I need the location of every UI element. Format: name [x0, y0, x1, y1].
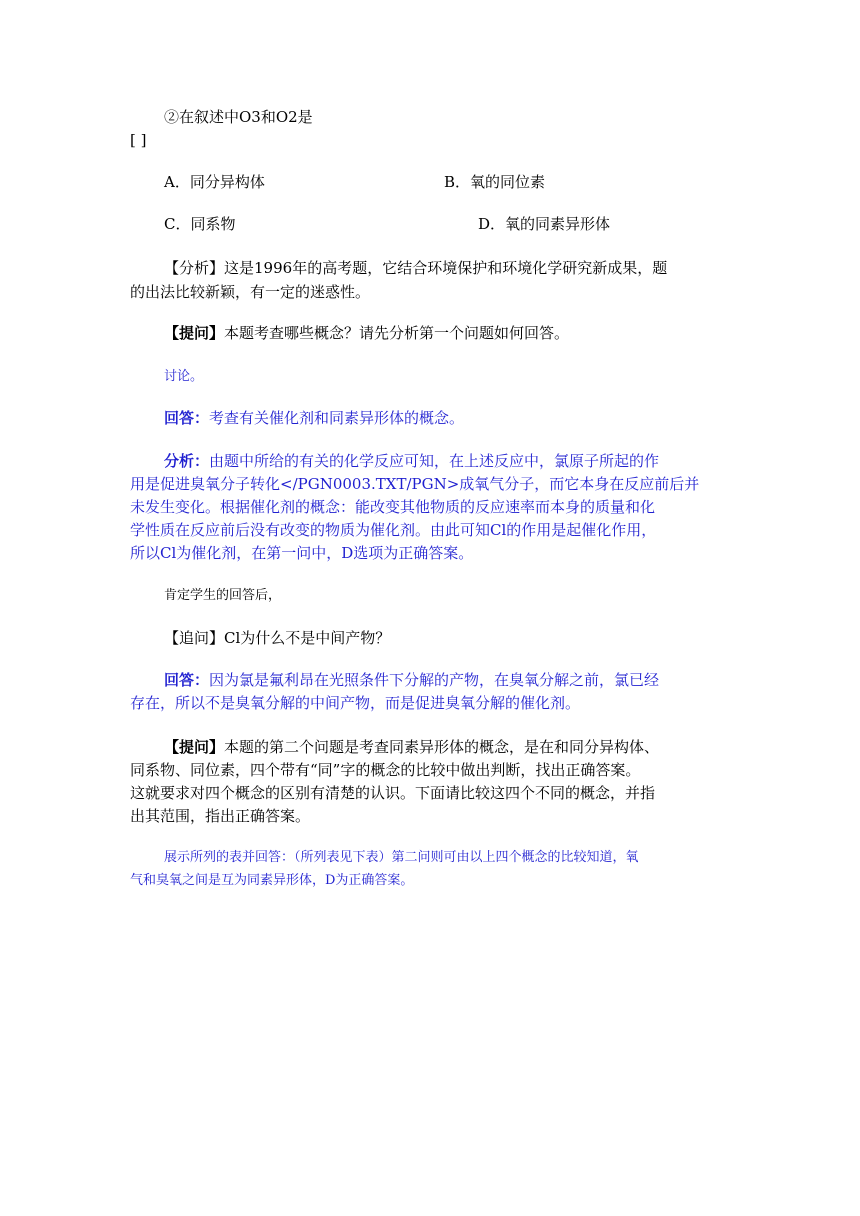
- question-1: 【提问】本题考查哪些概念？请先分析第一个问题如何回答。: [164, 324, 570, 342]
- affirm-text: 肯定学生的回答后，: [164, 588, 282, 603]
- answer-bracket: [ ]: [130, 131, 147, 149]
- question2-line-2: 同系物、同位素，四个带有“同”字的概念的比较中做出判断，找出正确答案。: [130, 761, 641, 779]
- analysis2-line-4: 学性质在反应前后没有改变的物质为催化剂。由此可知Cl的作用是起催化作用，: [130, 521, 657, 539]
- discussion: 讨论。: [164, 369, 204, 384]
- question-tag: 【提问】: [164, 324, 225, 342]
- question-stem: ②在叙述中O3和O2是: [164, 108, 313, 126]
- analysis2-tag: 分析：: [164, 452, 210, 470]
- answer2-tag: 回答：: [164, 671, 210, 689]
- analysis-tag: 【分析】: [164, 259, 225, 277]
- question2-line-3: 这就要求对四个概念的区别有清楚的认识。下面请比较这四个不同的概念，并指: [130, 784, 656, 802]
- question2-line-4: 出其范围，指出正确答案。: [130, 807, 311, 825]
- option-d: D．氧的同素异形体: [478, 215, 611, 233]
- analysis2-line-2: 用是促进臭氧分子转化</PGN0003.TXT/PGN>成氧气分子，而它本身在反应前后并: [130, 475, 700, 493]
- analysis-line-2: 的出法比较新颖，有一定的迷惑性。: [130, 283, 371, 301]
- question2-tag: 【提问】: [164, 738, 225, 756]
- option-c: C．同系物: [164, 215, 236, 233]
- answer-tag: 回答：: [164, 409, 210, 427]
- option-b: B．氧的同位素: [444, 173, 546, 191]
- analysis-line-1: 【分析】这是1996年的高考题，它结合环境保护和环境化学研究新成果，题: [164, 259, 668, 277]
- show-line-1: 展示所列的表并回答：（所列表见下表）第二问则可由以上四个概念的比较知道，氧: [164, 850, 639, 865]
- question2-line-1: 【提问】本题的第二个问题是考查同素异形体的概念，是在和同分异构体、: [164, 738, 660, 756]
- follow-up-tag: 【追问】: [164, 629, 225, 647]
- analysis2-line-3: 未发生变化。根据催化剂的概念：能改变其他物质的反应速率而本身的质量和化: [130, 498, 656, 516]
- answer-1: 回答：考查有关催化剂和同素异形体的概念。: [164, 409, 465, 427]
- follow-up: 【追问】Cl为什么不是中间产物？: [164, 629, 391, 647]
- option-a: A．同分异构体: [164, 173, 265, 191]
- analysis2-line-1: 分析：由题中所给的有关的化学反应可知，在上述反应中，氯原子所起的作: [164, 452, 660, 470]
- answer2-line-1: 回答：因为氯是氟利昂在光照条件下分解的产物，在臭氧分解之前，氯已经: [164, 671, 660, 689]
- answer2-line-2: 存在，所以不是臭氧分解的中间产物，而是促进臭氧分解的催化剂。: [130, 694, 581, 712]
- show-line-2: 气和臭氧之间是互为同素异形体，D为正确答案。: [130, 873, 414, 888]
- analysis2-line-5: 所以Cl为催化剂，在第一问中，D选项为正确答案。: [130, 544, 474, 562]
